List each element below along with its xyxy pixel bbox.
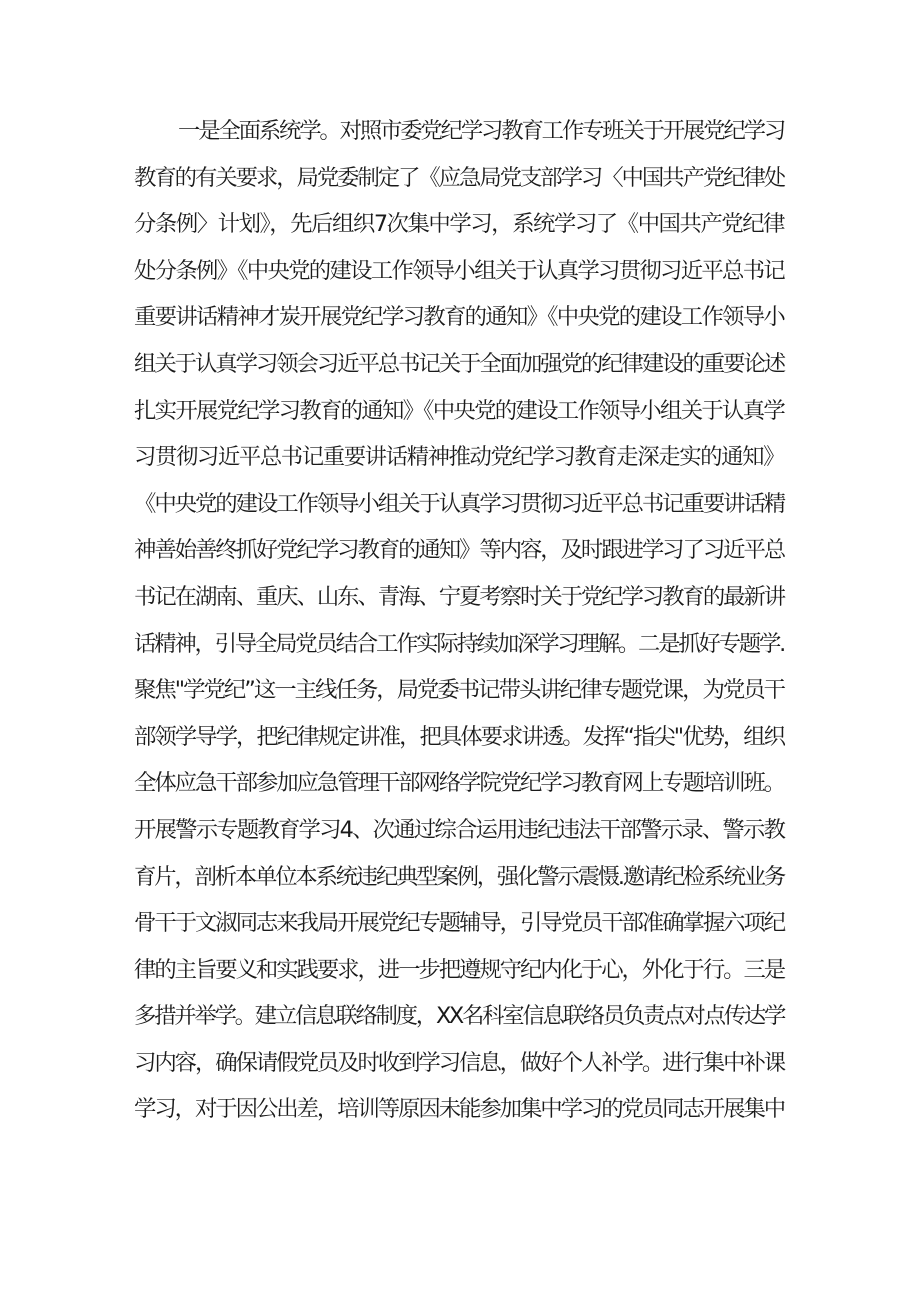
text-line: 全体应急干部参加应急管理干部网络学院党纪学习教育网上专题培训班。 — [134, 770, 784, 797]
text-line: 开展警示专题教育学习4、次通过综合运用违纪违法干部警示录、警示教 — [134, 816, 784, 843]
text-line: 神善始善终抓好党纪学习教育的通知》等内容，及时跟进学习了习近平总 — [134, 537, 784, 564]
text-line: 骨干于文淑同志来我局开展党纪专题辅导，引导党员干部准确掌握六项纪 — [134, 910, 784, 937]
text-line: 教育的有关要求，局党委制定了《应急局党支部学习〈中国共产党纪律处 — [134, 164, 784, 191]
text-line: 《中央党的建设工作领导小组关于认真学习贯彻习近平总书记重要讲话精 — [134, 490, 784, 517]
text-line: 话精神，引导全局党员结合工作实际持续加深学习理解。二是抓好专题学. — [134, 630, 784, 657]
text-line: 书记在湖南、重庆、山东、青海、宁夏考察时关于党纪学习教育的最新讲 — [134, 583, 784, 610]
body-paragraph — [134, 108, 784, 1133]
text-line: 扎实开展党纪学习教育的通知》《中央党的建设工作领导小组关于认真学 — [134, 397, 784, 424]
text-line: 律的主旨要义和实践要求，进一步把遵规守纪内化于心，外化于行。三是 — [134, 956, 784, 983]
text-line: 重要讲话精神才炭开展党纪学习教育的通知》《中央党的建设工作领导小 — [134, 304, 784, 331]
text-line: 多措并举学。建立信息联络制度，XX名科室信息联络员负责点对点传达学 — [134, 1003, 784, 1030]
text-line: 习内容，确保请假党员及时收到学习信息，做好个人补学。进行集中补课 — [134, 1049, 784, 1076]
text-line: 部领学导学，把纪律规定讲准，把具体要求讲透。发挥“指尖"优势，组织 — [134, 723, 784, 750]
text-line: 处分条例》《中央党的建设工作领导小组关于认真学习贯彻习近平总书记 — [134, 257, 784, 284]
text-line: 聚焦"学党纪”这一主线任务，局党委书记带头讲纪律专题党课，为党员干 — [134, 677, 784, 704]
text-line: 育片，剖析本单位本系统违纪典型案例，强化警示震慑.邀请纪检系统业务 — [134, 863, 784, 890]
text-line: 一是全面系统学。对照市委党纪学习教育工作专班关于开展党纪学习 — [178, 118, 784, 144]
text-line: 分条例〉计划》，先后组织7次集中学习，系统学习了《中国共产党纪律 — [134, 211, 784, 238]
text-line: 组关于认真学习领会习近平总书记关于全面加强党的纪律建设的重要论述 — [134, 350, 784, 377]
text-line: 习贯彻习近平总书记重要讲话精神推动党纪学习教育走深走实的通知》 — [134, 444, 784, 471]
text-line: 学习，对于因公出差，培训等原因未能参加集中学习的党员同志开展集中 — [134, 1096, 784, 1123]
